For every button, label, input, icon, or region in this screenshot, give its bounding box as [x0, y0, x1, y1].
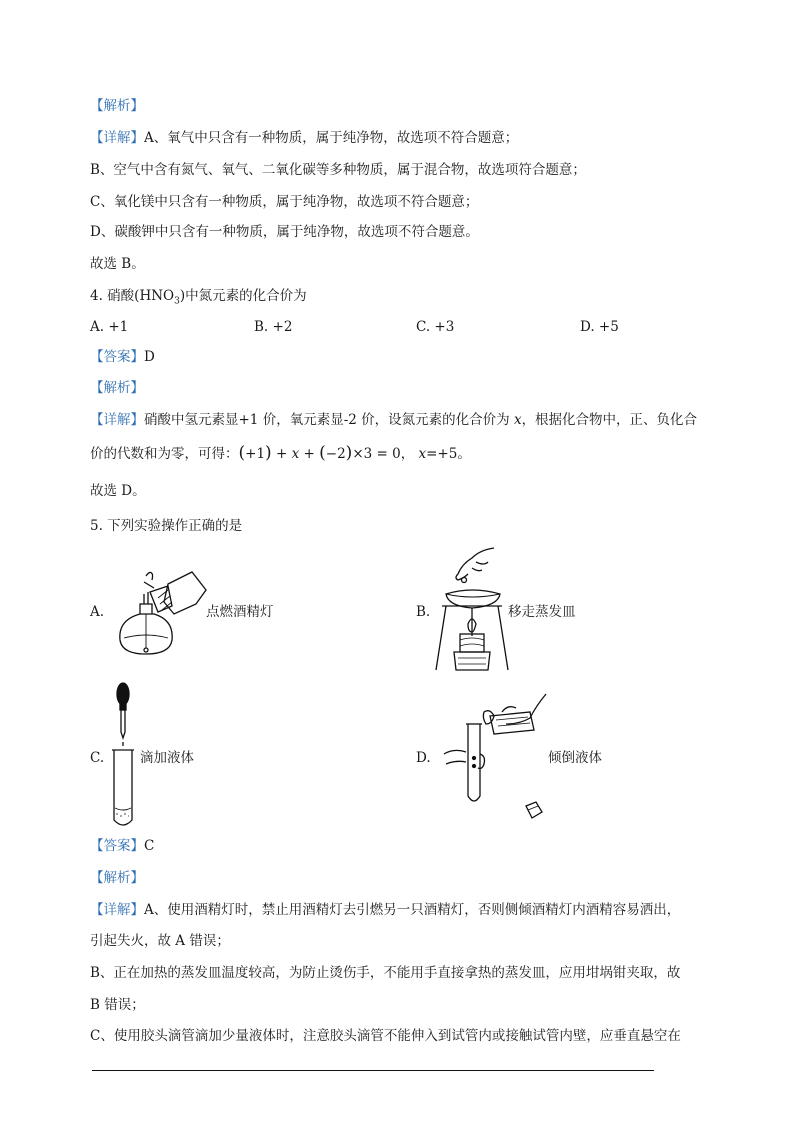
q4-analysis-heading: 【解析】 [90, 380, 144, 396]
footer-rule [92, 1070, 654, 1071]
q4-conclusion: 故选 D。 [90, 483, 146, 499]
answer-value: D [144, 349, 155, 365]
q5-option-d-letter: D. [416, 750, 431, 766]
eq-result-variable: x [418, 446, 427, 462]
equation-lead: 价的代数和为零，可得： [90, 446, 239, 462]
alcohol-lamp-figure [110, 562, 210, 660]
q5-option-a-caption: 点燃酒精灯 [206, 604, 274, 620]
q4-option-a: A. +1 [90, 319, 129, 335]
q4-option-b: B. +2 [254, 319, 293, 335]
q5-detail-line-2: 引起失火，故 A 错误； [90, 933, 230, 949]
variable: x [513, 412, 522, 428]
eq-variable: x [291, 446, 300, 462]
subscript: 3 [174, 296, 180, 307]
q4-option-d: D. +5 [580, 319, 619, 335]
stem-post: )中氮元素的化合价为 [179, 288, 307, 304]
eq-result: =+5。 [426, 446, 471, 462]
dropper-testtube-figure [108, 680, 138, 830]
q4-option-c: C. +3 [416, 319, 455, 335]
q5-option-a-letter: A. [90, 604, 105, 620]
detail-text: 硝酸中氢元素显+1 价，氧元素显-2 价，设氮元素的化合价为 [144, 412, 514, 428]
q5-detail-line-4: B 错误； [90, 997, 145, 1013]
q5-answer-line [90, 836, 154, 856]
q5-option-c-letter: C. [90, 750, 105, 766]
q5-option-d-caption: 倾倒液体 [548, 750, 602, 766]
stem-pre: 4. 硝酸(HNO [90, 288, 175, 304]
q5-detail-line-3: B、正在加热的蒸发皿温度较高，为防止烫伤手，不能用手直接拿热的蒸发皿，应用坩埚钳夹取，故 [90, 965, 681, 981]
question-5-stem: 5. 下列实验操作正确的是 [90, 518, 243, 534]
conclusion-line: 故选 B。 [90, 256, 145, 272]
detail-line-a [90, 128, 518, 148]
detail-tag: 【详解】 [90, 902, 144, 918]
q5-option-b-letter: B. [416, 604, 431, 620]
q4-detail-line-1 [90, 410, 697, 430]
question-4-stem [90, 286, 307, 312]
q5-analysis-heading: 【解析】 [90, 870, 144, 886]
eq-tail: ×3 = 0 [352, 446, 401, 462]
answer-tag: 【答案】 [90, 838, 144, 854]
q4-answer-line [90, 347, 155, 367]
detail-text: A、氧气中只含有一种物质，属于纯净物，故选项不符合题意； [144, 130, 519, 146]
detail-tag: 【详解】 [90, 130, 144, 146]
pouring-liquid-figure [440, 690, 560, 825]
detail-text: A、使用酒精灯时，禁止用酒精灯去引燃另一只酒精灯，否则侧倾酒精灯内酒精容易洒出， [144, 902, 681, 918]
q4-equation-line: 价的代数和为零，可得：(+1) + x + (−2)×3 = 0， x=+5。 [90, 443, 471, 463]
q5-option-b-caption: 移走蒸发皿 [508, 604, 576, 620]
analysis-heading: 【解析】 [90, 98, 144, 114]
evaporating-dish-figure [432, 544, 512, 674]
detail-line-d: D、碳酸钾中只含有一种物质，属于纯净物，故选项不符合题意。 [90, 224, 479, 240]
eq-term-b: −2 [325, 446, 346, 462]
detail-line-b: B、空气中含有氮气、氧气、二氧化碳等多种物质，属于混合物，故选项符合题意； [90, 162, 586, 178]
answer-tag: 【答案】 [90, 349, 144, 365]
q5-detail-line-5: C、使用胶头滴管滴加少量液体时，注意胶头滴管不能伸入到试管内或接触试管内壁，应垂直悬空在 [90, 1028, 681, 1044]
eq-term-a: +1 [245, 446, 266, 462]
detail-line-c: C、氧化镁中只含有一种物质，属于纯净物，故选项不符合题意； [90, 194, 479, 210]
answer-value: C [144, 838, 155, 854]
q5-detail-line-1 [90, 900, 680, 920]
q5-option-c-caption: 滴加液体 [140, 750, 194, 766]
detail-tag: 【详解】 [90, 412, 144, 428]
detail-text-end: ，根据化合物中，正、负化合 [521, 412, 698, 428]
